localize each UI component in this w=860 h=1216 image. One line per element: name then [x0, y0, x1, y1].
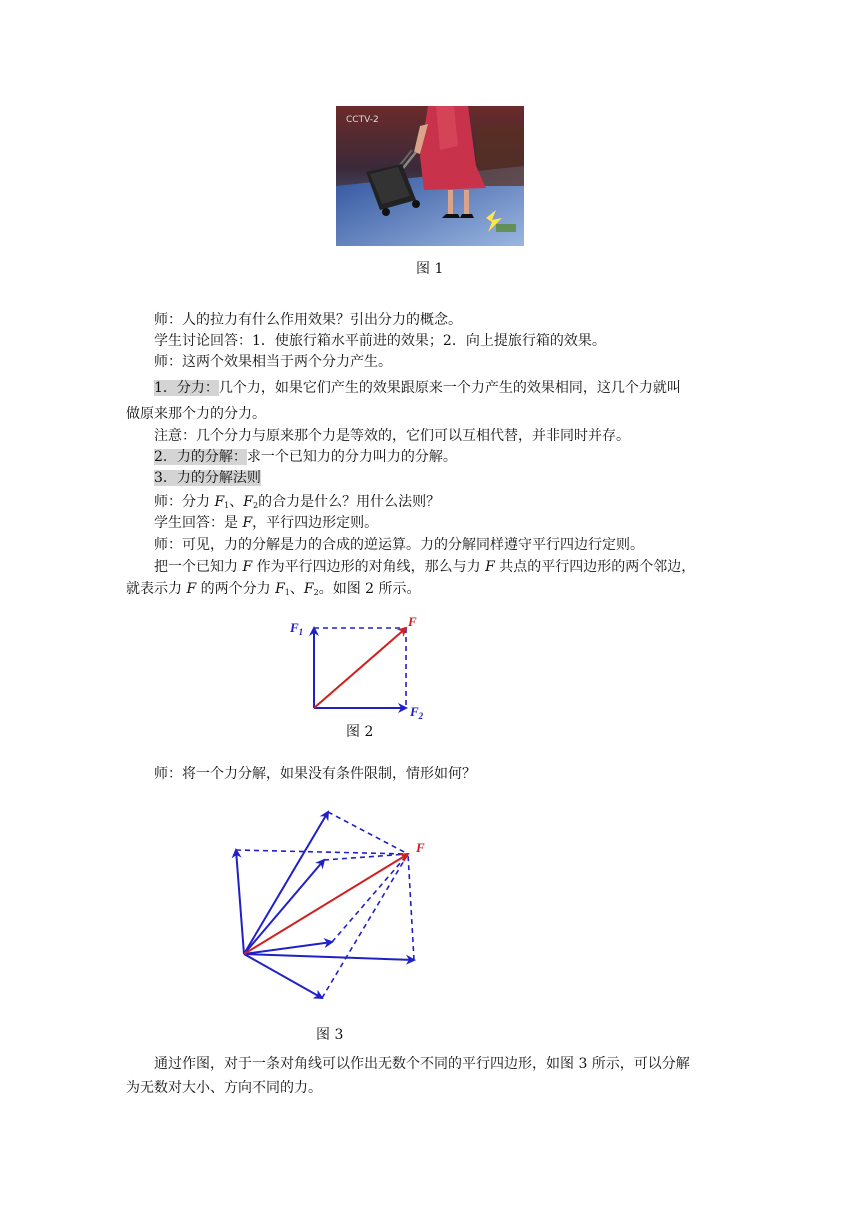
paragraph: 师：可见，力的分解是力的合成的逆运算。力的分解同样遵守平行四边行定则。	[154, 537, 644, 553]
text: 的两个分力	[196, 581, 276, 597]
f-label: F	[408, 614, 417, 629]
paragraph: 师：人的拉力有什么作用效果？引出分力的概念。	[154, 312, 462, 328]
text: 。如图 2 所示。	[318, 581, 421, 597]
section-heading: 1．分力：	[154, 380, 219, 396]
symbol-f: F	[242, 559, 253, 575]
paragraph	[126, 557, 766, 578]
text: 作为平行四边形的对角线，那么与力	[252, 559, 486, 575]
text: 师：分力	[154, 494, 215, 510]
paragraph: 做原来那个力的分力。	[126, 406, 266, 422]
text: 就表示力	[126, 581, 187, 597]
f-label: F	[416, 840, 425, 855]
symbol-f: F	[485, 559, 495, 575]
component-vector-arrow	[244, 954, 414, 960]
definition-text: 几个力，如果它们产生的效果跟原来一个力产生的效果相同，这几个力就叫	[218, 380, 681, 396]
text: 把一个已知力	[154, 559, 243, 575]
luggage-photo	[336, 106, 524, 246]
paragraph: 师：这两个效果相当于两个分力产生。	[154, 354, 392, 370]
subscript: 1	[284, 588, 290, 597]
f-resultant-arrow	[314, 628, 406, 708]
subscript: 2	[313, 588, 319, 597]
component-vector-arrow	[244, 954, 322, 998]
text: 、	[289, 581, 304, 597]
figure-2-parallelogram-diagram	[280, 612, 440, 728]
symbol-f2: F	[243, 494, 253, 510]
component-vector-arrow	[244, 942, 332, 954]
text: 的合力是什么？用什么法则？	[258, 494, 441, 510]
symbol-f1: F	[214, 494, 225, 510]
figure-1-caption: 图 1	[416, 261, 444, 277]
figure-2-caption: 图 2	[346, 724, 374, 740]
tv-logo: CCTV-2	[346, 115, 379, 125]
f-resultant-arrow	[244, 854, 408, 954]
subscript: 2	[252, 501, 259, 510]
paragraph: 学生讨论回答：1．使旅行箱水平前进的效果；2．向上提旅行箱的效果。	[154, 333, 606, 349]
paragraph	[126, 378, 766, 399]
section-heading: 3．力的分解法则	[154, 470, 261, 486]
component-vector-arrow	[244, 812, 328, 954]
section-heading: 2．力的分解：	[154, 449, 247, 465]
paragraph	[126, 513, 766, 534]
definition-text: 求一个已知力的分力叫力的分解。	[246, 449, 457, 465]
symbol-f: F	[242, 515, 253, 531]
symbol-f2: F	[303, 581, 314, 597]
paragraph: 师：将一个力分解，如果没有条件限制，情形如何？	[154, 766, 476, 782]
paragraph	[126, 579, 738, 603]
text: 共点的平行四边形的两个邻边，	[494, 559, 696, 575]
figure-3-caption: 图 3	[316, 1027, 344, 1043]
paragraph	[126, 468, 766, 489]
paragraph: 注意：几个分力与原来那个力是等效的，它们可以互相代替，并非同时并存。	[154, 428, 630, 444]
symbol-f1: F	[275, 581, 285, 597]
subscript: 1	[224, 501, 230, 510]
text: 、	[229, 494, 244, 510]
component-vector-arrow	[236, 850, 244, 954]
text: 学生回答：是	[154, 515, 243, 531]
symbol-f: F	[186, 581, 197, 597]
paragraph	[126, 447, 766, 468]
f2-label: $F_2$	[410, 704, 424, 721]
paragraph: 为无数对大小、方向不同的力。	[126, 1080, 322, 1096]
text: ，平行四边形定则。	[252, 515, 379, 531]
figure-3-multiple-decompositions-diagram	[224, 802, 444, 1010]
paragraph: 通过作图，对于一条对角线可以作出无数个不同的平行四边形，如图 3 所示，可以分解	[154, 1056, 690, 1072]
f1-label: $F_1$	[290, 620, 304, 637]
component-vector-arrow	[244, 860, 324, 954]
